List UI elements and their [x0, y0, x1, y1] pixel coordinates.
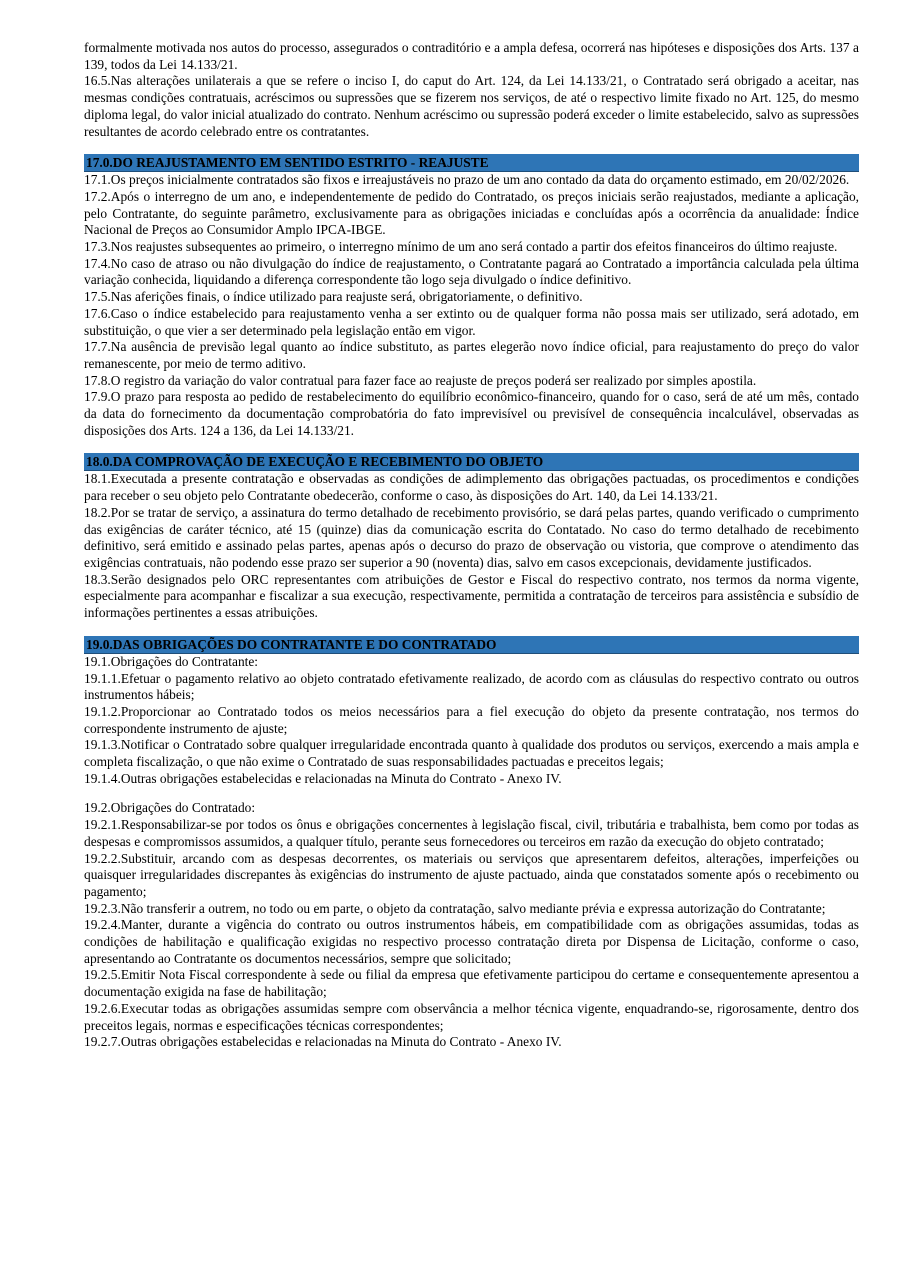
paragraph-19-1-3: 19.1.3.Notificar o Contratado sobre qualquer irregularidade encontrada quanto à qualidade dos produtos ou serviços, exercendo a mais ampla e completa fiscalização, o que não exime o Contratado de suas responsabilidades pactuadas e preceitos legais; — [84, 737, 859, 770]
paragraph-19-2-7: 19.2.7.Outras obrigações estabelecidas e relacionadas na Minuta do Contrato - Anexo IV. — [84, 1034, 562, 1050]
paragraph-19-2-6: 19.2.6.Executar todas as obrigações assumidas sempre com observância a melhor técnica vigente, enquadrando-se, rigorosamente, dentro dos preceitos legais, normas e especificações técnicas correspondentes; — [84, 1000, 859, 1033]
paragraph-19-2-2: 19.2.2.Substituir, arcando com as despesas decorrentes, os materiais ou serviços que apresentarem defeitos, alterações, imperfeições ou quaisquer irregularidades discrepantes às exigências do instrumento de ajuste pactuado, ainda que constatados somente após o recebimento ou pagamento; — [84, 850, 859, 899]
section-18-heading: 18.0.DA COMPROVAÇÃO DE EXECUÇÃO E RECEBIMENTO DO OBJETO — [84, 453, 859, 471]
paragraph-19-1: 19.1.Obrigações do Contratante: — [84, 653, 259, 669]
paragraph-17-8: 17.8.O registro da variação do valor contratual para fazer face ao reajuste de preços poderá ser realizado por simples apostila. — [84, 372, 757, 388]
paragraph-19-1-2: 19.1.2.Proporcionar ao Contratado todos os meios necessários para a fiel execução do objeto da presente contratação, nos termos do correspondente instrumento de ajuste; — [84, 703, 859, 736]
paragraph-19-1-4: 19.1.4.Outras obrigações estabelecidas e relacionadas na Minuta do Contrato - Anexo IV. — [84, 770, 562, 786]
paragraph-17-7: 17.7.Na ausência de previsão legal quanto ao índice substituto, as partes elegerão novo índice oficial, para reajustamento do preço do valor remanescente, por meio de termo aditivo. — [84, 339, 859, 371]
section-17-heading: 17.0.DO REAJUSTAMENTO EM SENTIDO ESTRITO - REAJUSTE — [84, 154, 859, 172]
paragraph-17-1: 17.1.Os preços inicialmente contratados são fixos e irreajustáveis no prazo de um ano contado da data do orçamento estimado, em 20/02/2026. — [84, 172, 850, 188]
paragraph-19-1-1: 19.1.1.Efetuar o pagamento relativo ao objeto contratado efetivamente realizado, de acordo com as cláusulas do respectivo contrato ou outros instrumentos hábeis; — [84, 670, 859, 703]
paragraph-18-2: 18.2.Por se tratar de serviço, a assinatura do termo detalhado de recebimento provisório, se dará pelas partes, quando verificado o cumprimento das exigências de caráter técnico, até 15 (quinze) dias da comunicação escrita do Contatado. No caso do termo detalhado de recebimento definitivo, será emitido e assinado pelas partes, apenas após o decurso do prazo de observação ou vistoria, que comprove o atendimento das exigências contratuais, não podendo esse prazo ser superior a 90 (noventa) dias, salvo em casos excepcionais, devidamente justificados. — [84, 504, 859, 570]
paragraph-continuation: formalmente motivada nos autos do processo, assegurados o contraditório e a ampla defesa, ocorrerá nas hipóteses e disposições dos Arts. 137 a 139, todos da Lei 14.133/21. — [84, 40, 859, 72]
paragraph-17-4: 17.4.No caso de atraso ou não divulgação do índice de reajustamento, o Contratante pagará ao Contratado a importância calculada pela última variação conhecida, liquidando a diferença correspondente tão logo seja divulgado o índice definitivo. — [84, 255, 859, 288]
paragraph-17-6: 17.6.Caso o índice estabelecido para reajustamento venha a ser extinto ou de qualquer forma não possa mais ser utilizado, será adotado, em substituição, o que vier a ser determinado pela legislação então em vigor. — [84, 305, 859, 338]
paragraph-17-3: 17.3.Nos reajustes subsequentes ao primeiro, o interregno mínimo de um ano será contado a partir dos efeitos financeiros do último reajuste. — [84, 239, 838, 255]
paragraph-19-2-5: 19.2.5.Emitir Nota Fiscal correspondente à sede ou filial da empresa que efetivamente participou do certame e consequentemente apresentou a documentação exigida na fase de habilitação; — [84, 967, 859, 1000]
paragraph-17-2: 17.2.Após o interregno de um ano, e independentemente de pedido do Contratado, os preços iniciais serão reajustados, mediante a aplicação, pelo Contratante, do seguinte parâmetro, exclusivamente para as obrigações iniciadas e concluídas após a ocorrência da anualidade: Índice Nacional de Preços ao Consumidor Amplo IPCA-IBGE. — [84, 188, 859, 238]
paragraph-17-5: 17.5.Nas aferições finais, o índice utilizado para reajuste será, obrigatoriamente, o definitivo. — [84, 289, 583, 305]
paragraph-19-2-1: 19.2.1.Responsabilizar-se por todos os ônus e obrigações concernentes à legislação fiscal, civil, tributária e trabalhista, bem como por todas as despesas e compromissos assumidos, a qualquer título, perante seus fornecedores ou terceiros em razão da execução do objeto contratado; — [84, 817, 859, 849]
section-19-heading: 19.0.DAS OBRIGAÇÕES DO CONTRATANTE E DO CONTRATADO — [84, 636, 859, 654]
paragraph-19-2: 19.2.Obrigações do Contratado: — [84, 800, 256, 816]
paragraph-18-1: 18.1.Executada a presente contratação e observadas as condições de adimplemento das obrigações pactuadas, os procedimentos e condições para receber o seu objeto pelo Contratante obedecerão, conforme o caso, às disposições do Art. 140, da Lei 14.133/21. — [84, 471, 859, 504]
paragraph-18-3: 18.3.Serão designados pelo ORC representantes com atribuições de Gestor e Fiscal do respectivo contrato, nos termos da norma vigente, especialmente para acompanhar e fiscalizar a sua execução, respectivamente, permitida a contratação de terceiros para assistência e subsídio de informações pertinentes a essas atribuições. — [84, 571, 859, 621]
paragraph-17-9: 17.9.O prazo para resposta ao pedido de restabelecimento do equilíbrio econômico-financeiro, quando for o caso, será de até um mês, contado da data do fornecimento da documentação comprobatória do fato imprevisível ou previsível de consequência incalculável, observadas as disposições dos Arts. 124 a 136, da Lei 14.133/21. — [84, 389, 859, 438]
paragraph-19-2-3: 19.2.3.Não transferir a outrem, no todo ou em parte, o objeto da contratação, salvo mediante prévia e expressa autorização do Contratante; — [84, 900, 826, 916]
document-page — [84, 40, 859, 1051]
paragraph-19-2-4: 19.2.4.Manter, durante a vigência do contrato ou outros instrumentos hábeis, em compatibilidade com as obrigações assumidas, todas as condições de habilitação e qualificação exigidas no respectivo processo contratação direta por Dispensa de Licitação, conforme o caso, apresentando ao Contratante os documentos necessários, sempre que solicitado; — [84, 917, 859, 966]
paragraph-16-5: 16.5.Nas alterações unilaterais a que se refere o inciso I, do caput do Art. 124, da Lei 14.133/21, o Contratado será obrigado a aceitar, nas mesmas condições contratuais, acréscimos ou supressões que se fizerem nos serviços, de até o respectivo limite fixado no Art. 125, do mesmo diploma legal, do valor inicial atualizado do contrato. Nenhum acréscimo ou supressão poderá exceder o limite estabelecido, salvo as supressões resultantes de acordo celebrado entre os contratantes. — [84, 73, 859, 139]
